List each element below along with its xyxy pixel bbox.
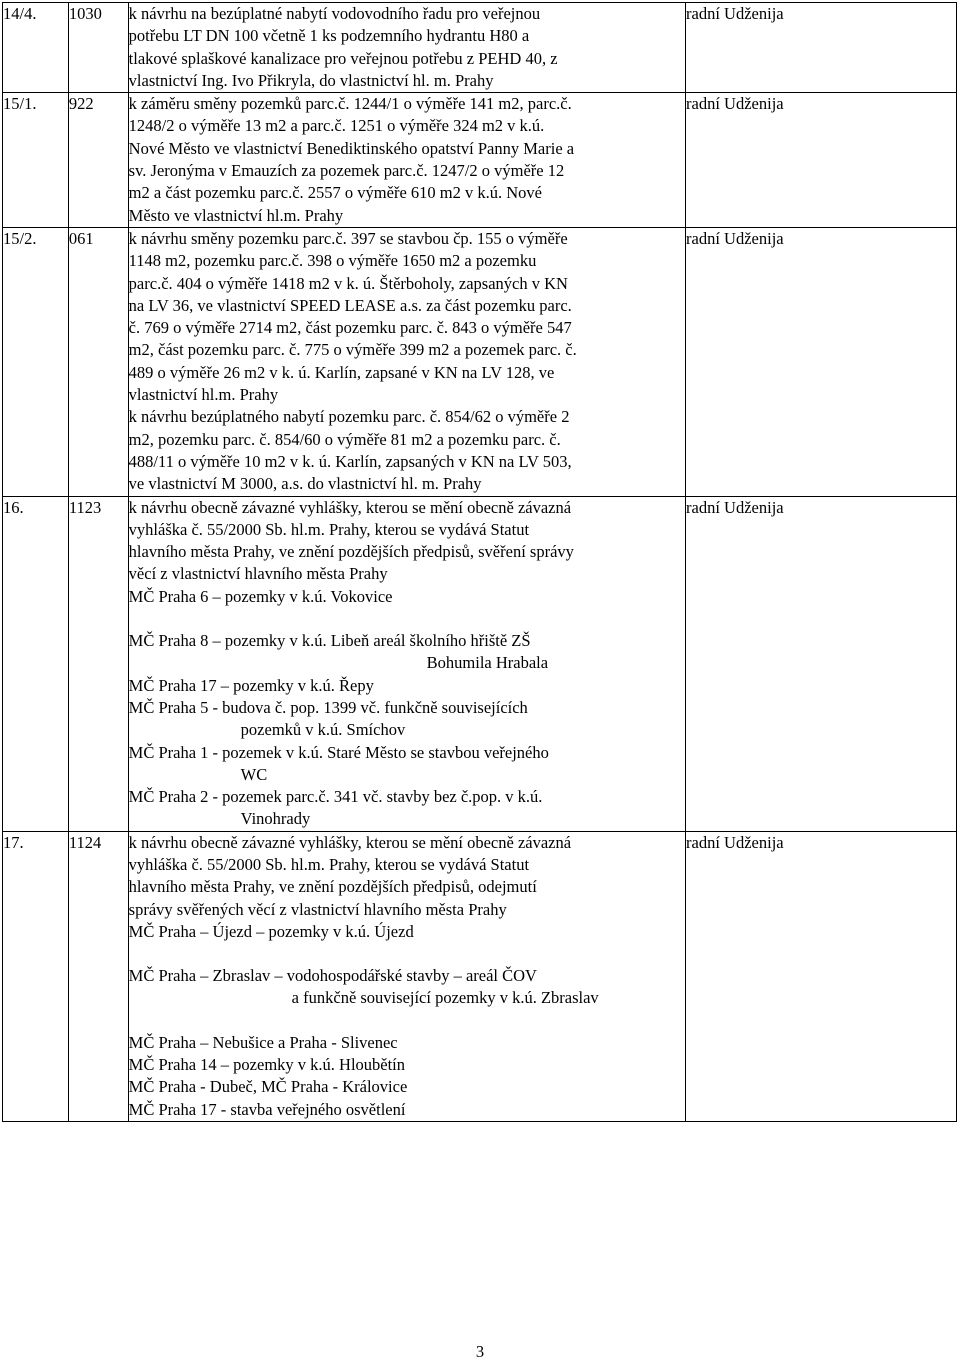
text-line: 1248/2 o výměře 13 m2 a parc.č. 1251 o výměře 324 m2 v k.ú. xyxy=(128,116,545,136)
spacer xyxy=(129,1010,685,1032)
text-line: ve vlastnictví M 3000, a.s. do vlastnictví hl. m. Prahy xyxy=(128,474,482,494)
document-number: 922 xyxy=(68,93,128,228)
text-line: hlavního města Prahy, ve znění pozdějších předpisů, odejmutí xyxy=(128,877,537,897)
text-line: sv. Jeronýma v Emauzích za pozemek parc.č. 1247/2 o výměře 12 xyxy=(128,161,565,181)
text-line: k návrhu směny pozemku parc.č. 397 se stavbou čp. 155 o výměře xyxy=(128,228,568,248)
text-line: č. 769 o výměře 2714 m2, část pozemku parc. č. 843 o výměře 547 xyxy=(128,318,572,338)
text-line: k návrhu obecně závazné vyhlášky, kterou se mění obecně závazná xyxy=(128,497,572,517)
text-line: vyhláška č. 55/2000 Sb. hl.m. Prahy, kterou se vydává Statut xyxy=(128,519,530,539)
text-line: MČ Praha 1 - pozemek v k.ú. Staré Město se stavbou veřejného xyxy=(128,742,549,762)
text-line: MČ Praha 17 - stavba veřejného osvětlení xyxy=(128,1099,406,1119)
item-text xyxy=(128,3,685,93)
text-line: pozemků v k.ú. Smíchov xyxy=(240,720,406,740)
text-line: MČ Praha 17 – pozemky v k.ú. Řepy xyxy=(128,675,374,695)
text-line: Město ve vlastnictví hl.m. Prahy xyxy=(128,205,344,225)
submitter: radní Udženija xyxy=(686,227,957,496)
item-number: 17. xyxy=(3,831,69,1121)
text-line: k návrhu na bezúplatné nabytí vodovodního řadu pro veřejnou xyxy=(128,4,541,23)
text-line: m2, část pozemku parc. č. 775 o výměře 399 m2 a pozemek parc. č. xyxy=(128,340,577,360)
table-row xyxy=(3,831,957,1121)
text-line: a funkčně související pozemky v k.ú. Zbraslav xyxy=(291,988,599,1008)
text-line: m2, pozemku parc. č. 854/60 o výměře 81 m2 a pozemku parc. č. xyxy=(128,429,561,449)
text-line: tlakové splaškové kanalizace pro veřejnou potřebu z PEHD 40, z xyxy=(128,48,558,68)
item-number: 15/2. xyxy=(3,227,69,496)
item-number: 14/4. xyxy=(3,3,69,93)
text-line: vlastnictví hl.m. Prahy xyxy=(128,385,279,405)
submitter: radní Udženija xyxy=(686,93,957,228)
text-line: MČ Praha 2 - pozemek parc.č. 341 vč. stavby bez č.pop. v k.ú. xyxy=(128,787,543,807)
item-number: 15/1. xyxy=(3,93,69,228)
text-line: MČ Praha – Zbraslav – vodohospodářské stavby – areál ČOV xyxy=(128,966,537,986)
text-line: k návrhu bezúplatného nabytí pozemku parc. č. 854/62 o výměře 2 xyxy=(128,407,570,427)
item-text xyxy=(128,831,685,1121)
item-text xyxy=(128,227,685,496)
item-text xyxy=(128,496,685,831)
text-line: MČ Praha – Újezd – pozemky v k.ú. Újezd xyxy=(128,921,414,941)
text-line: k návrhu obecně závazné vyhlášky, kterou se mění obecně závazná xyxy=(128,832,572,852)
text-line: parc.č. 404 o výměře 1418 m2 v k. ú. Štěrboholy, zapsaných v KN xyxy=(128,273,568,293)
document-number: 1124 xyxy=(68,831,128,1121)
table-row xyxy=(3,93,957,228)
submitter: radní Udženija xyxy=(686,831,957,1121)
text-line: věcí z vlastnictví hlavního města Prahy xyxy=(128,564,388,584)
item-text xyxy=(128,93,685,228)
text-line: hlavního města Prahy, ve znění pozdějších předpisů, svěření správy xyxy=(128,542,574,562)
agenda-table xyxy=(2,2,957,1122)
document-number: 1123 xyxy=(68,496,128,831)
text-line: Bohumila Hrabala xyxy=(426,653,549,673)
text-line: Nové Město ve vlastnictví Benediktinského opatství Panny Marie a xyxy=(128,138,575,158)
text-line: k záměru směny pozemků parc.č. 1244/1 o výměře 141 m2, parc.č. xyxy=(128,94,572,114)
text-line: MČ Praha – Nebušice a Praha - Slivenec xyxy=(128,1032,398,1052)
text-line: Vinohrady xyxy=(240,809,311,829)
table-row xyxy=(3,227,957,496)
submitter: radní Udženija xyxy=(686,3,957,93)
document-number: 1030 xyxy=(68,3,128,93)
text-line: vlastnictví Ing. Ivo Přikryla, do vlastnictví hl. m. Prahy xyxy=(128,70,494,90)
text-line: 488/11 o výměře 10 m2 v k. ú. Karlín, zapsaných v KN na LV 503, xyxy=(128,451,572,471)
text-line: 1148 m2, pozemku parc.č. 398 o výměře 1650 m2 a pozemku xyxy=(128,251,537,271)
text-line: 489 o výměře 26 m2 v k. ú. Karlín, zapsané v KN na LV 128, ve xyxy=(128,362,555,382)
text-line: MČ Praha 14 – pozemky v k.ú. Hloubětín xyxy=(128,1055,406,1075)
text-line: MČ Praha 6 – pozemky v k.ú. Vokovice xyxy=(128,586,393,606)
text-line: m2 a část pozemku parc.č. 2557 o výměře 610 m2 v k.ú. Nové xyxy=(128,183,542,203)
spacer xyxy=(129,943,685,965)
document-number: 061 xyxy=(68,227,128,496)
text-line: MČ Praha 5 - budova č. pop. 1399 vč. funkčně souvisejících xyxy=(128,697,528,717)
table-row xyxy=(3,3,957,93)
page-number: 3 xyxy=(475,1342,485,1361)
text-line: potřebu LT DN 100 včetně 1 ks podzemního hydrantu H80 a xyxy=(128,26,530,46)
spacer xyxy=(129,608,685,630)
text-line: vyhláška č. 55/2000 Sb. hl.m. Prahy, kterou se vydává Statut xyxy=(128,854,530,874)
text-line: na LV 36, ve vlastnictví SPEED LEASE a.s. za část pozemku parc. xyxy=(128,295,572,315)
text-line: MČ Praha - Dubeč, MČ Praha - Královice xyxy=(128,1077,408,1097)
item-number: 16. xyxy=(3,496,69,831)
text-line: správy svěřených věcí z vlastnictví hlavního města Prahy xyxy=(128,899,507,919)
text-line: WC xyxy=(240,764,268,784)
table-row xyxy=(3,496,957,831)
submitter: radní Udženija xyxy=(686,496,957,831)
text-line: MČ Praha 8 – pozemky v k.ú. Libeň areál školního hřiště ZŠ xyxy=(128,631,531,651)
